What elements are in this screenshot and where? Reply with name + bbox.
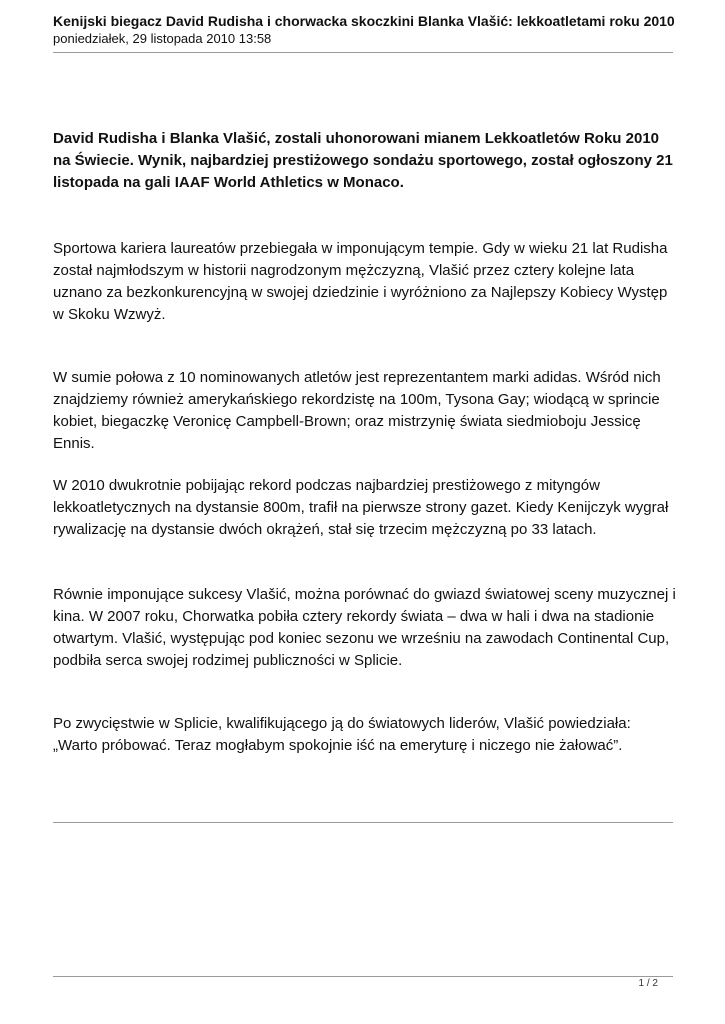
article-paragraph-1: Sportowa kariera laureatów przebiegała w imponującym tempie. Gdy w wieku 21 lat Rudisha został najmłodszym w historii nagrodzonym mężczyzną, Vlašić przez cztery kolejne lata uznano za bezkonkurencyjną w swojej dziedzinie i wyróżniono za Najlepszy Kobiecy Występ w Skoku Wzwyż. (53, 240, 668, 323)
publish-date: poniedziałek, 29 listopada 2010 13:58 (53, 31, 272, 46)
article-paragraph-4: Równie imponujące sukcesy Vlašić, można porównać do gwiazd światowej sceny muzycznej i kina. W 2007 roku, Chorwatka pobiła cztery rekordy świata – dwa w hali i dwa na stadionie otwartym. Vlašić, występując pod koniec sezonu we wrześniu na zawodach Continental Cup, podbiła serca swojej rodzimej publiczności w Splicie. (53, 586, 676, 669)
page-number: 1 / 2 (638, 978, 658, 989)
article-paragraph-3: W 2010 dwukrotnie pobijając rekord podczas najbardziej prestiżowego z mityngów lekkoatletycznych na dystansie 800m, trafił na pierwsze strony gazet. Kiedy Kenijczyk wygrał rywalizację na dystansie dwóch okrążeń, stał się trzecim mężczyzną po 33 latach. (53, 477, 669, 538)
content-divider (53, 822, 673, 823)
article-title: Kenijski biegacz David Rudisha i chorwacka skoczkini Blanka Vlašić: lekkoatletami roku 2010 (53, 13, 675, 29)
footer-divider (53, 976, 673, 977)
article-lead: David Rudisha i Blanka Vlašić, zostali uhonorowani mianem Lekkoatletów Roku 2010 na Świecie. Wynik, najbardziej prestiżowego sondażu sportowego, został ogłoszony 21 listopada na gali IAAF World Athletics w Monaco. (53, 130, 673, 191)
article-paragraph-5: Po zwycięstwie w Splicie, kwalifikującego ją do światowych liderów, Vlašić powiedziała: „Warto próbować. Teraz mogłabym spokojnie iść na emeryturę i niczego nie żałować”. (53, 715, 631, 754)
article-paragraph-2: W sumie połowa z 10 nominowanych atletów jest reprezentantem marki adidas. Wśród nich znajdziemy również amerykańskiego rekordzistę na 100m, Tysona Gay; wiodącą w sprincie kobiet, biegaczkę Veronicę Campbell-Brown; oraz mistrzynię świata siedmioboju Jessicę Ennis. (53, 369, 661, 452)
header-divider (53, 52, 673, 53)
